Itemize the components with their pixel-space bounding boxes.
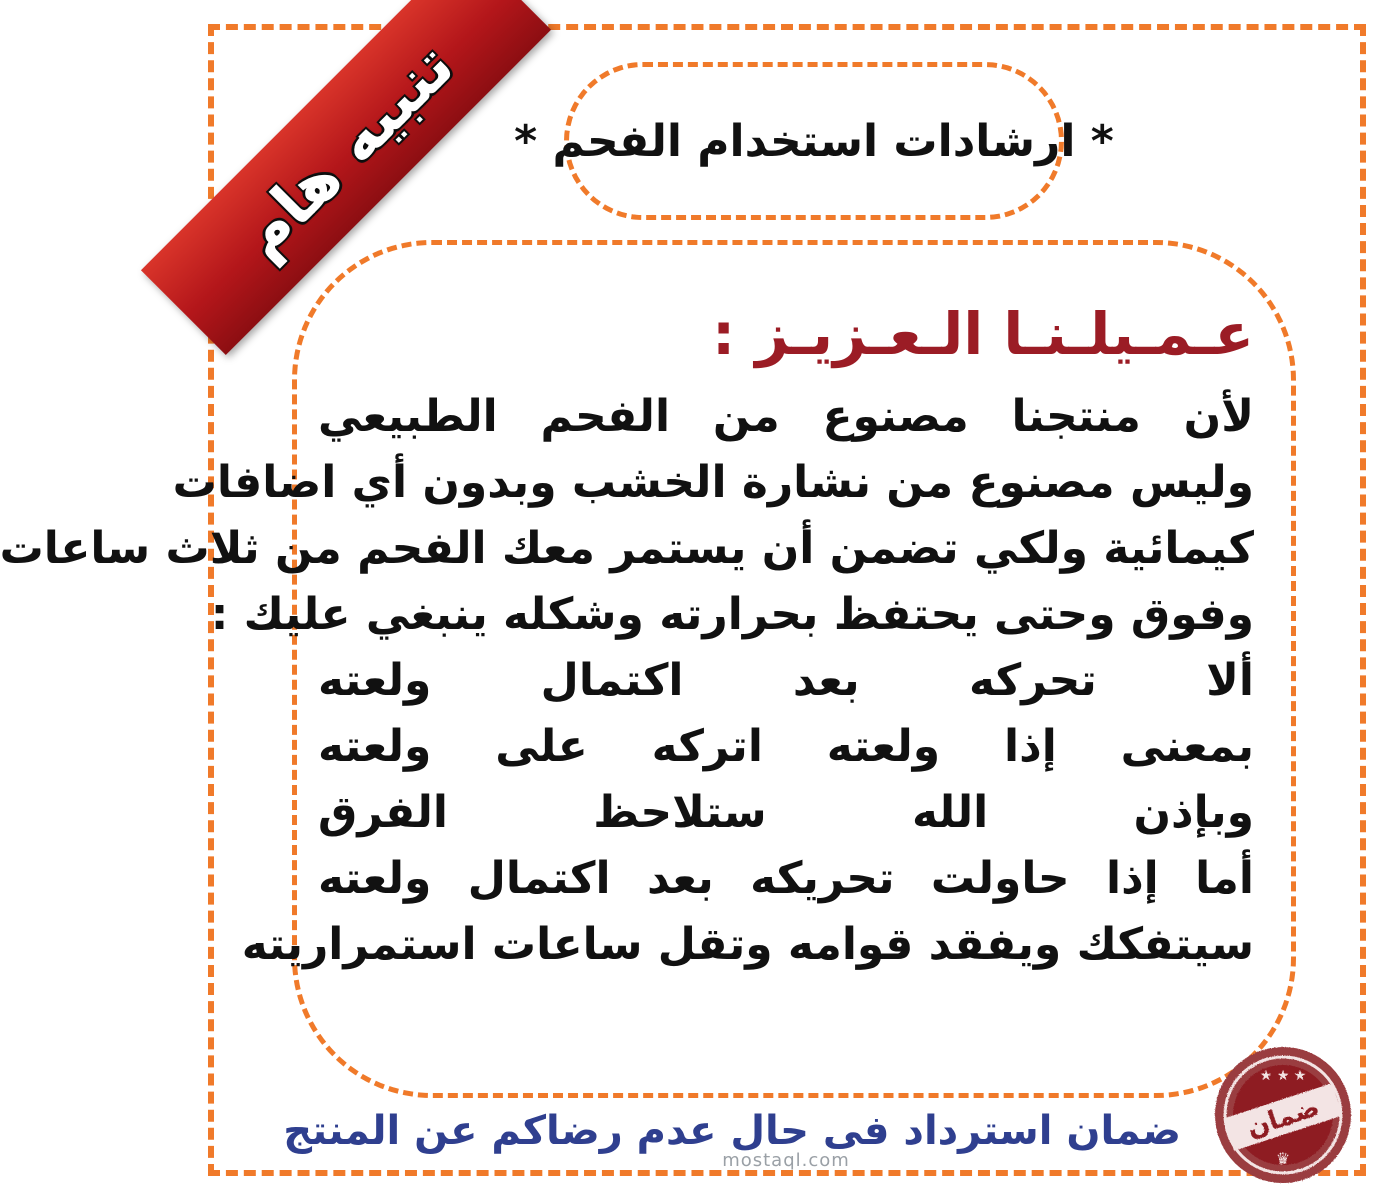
instruction-line: لأن منتجنا مصنوع من الفحم الطبيعي (318, 391, 1254, 442)
ribbon-label: تنبيه هام (224, 28, 468, 272)
instruction-line: سيتفكك ويفقد قوامه وتقل ساعات استمراريته (241, 919, 1254, 970)
instruction-line: وبإذن الله ستلاحظ الفرق (318, 787, 1254, 838)
title-pill (514, 62, 1114, 220)
site-watermark: mostaql.com (722, 1150, 850, 1171)
instructions-body (0, 384, 1254, 978)
stamp-label: ضمان (1243, 1092, 1324, 1144)
svg-text:★ ★ ★: ★ ★ ★ (1259, 1068, 1307, 1084)
instruction-line: ألا تحركه بعد اكتمال ولعته (318, 655, 1254, 706)
guarantee-stamp-icon (1208, 1040, 1358, 1190)
instruction-line: وليس مصنوع من نشارة الخشب وبدون أي اضافات (172, 457, 1254, 508)
instruction-line: وفوق وحتى يحتفظ بحرارته وشكله ينبغي عليك : (210, 589, 1254, 640)
instruction-line: كيمائية ولكي تضمن أن يستمر معك الفحم من ثلاث ساعات (0, 523, 1254, 574)
page-title: * ارشادات استخدام الفحم * (514, 115, 1114, 167)
greeting-heading: عـمـيلـنـا الـعـزيـز : (712, 300, 1254, 368)
instruction-line: أما إذا حاولت تحريكه بعد اكتمال ولعته (318, 853, 1254, 904)
guarantee-text: ضمان استرداد فى حال عدم رضاكم عن المنتج (283, 1108, 1181, 1154)
svg-text:♛: ♛ (1275, 1149, 1291, 1168)
instruction-line: بمعنى إذا ولعته اتركه على ولعته (318, 721, 1254, 772)
